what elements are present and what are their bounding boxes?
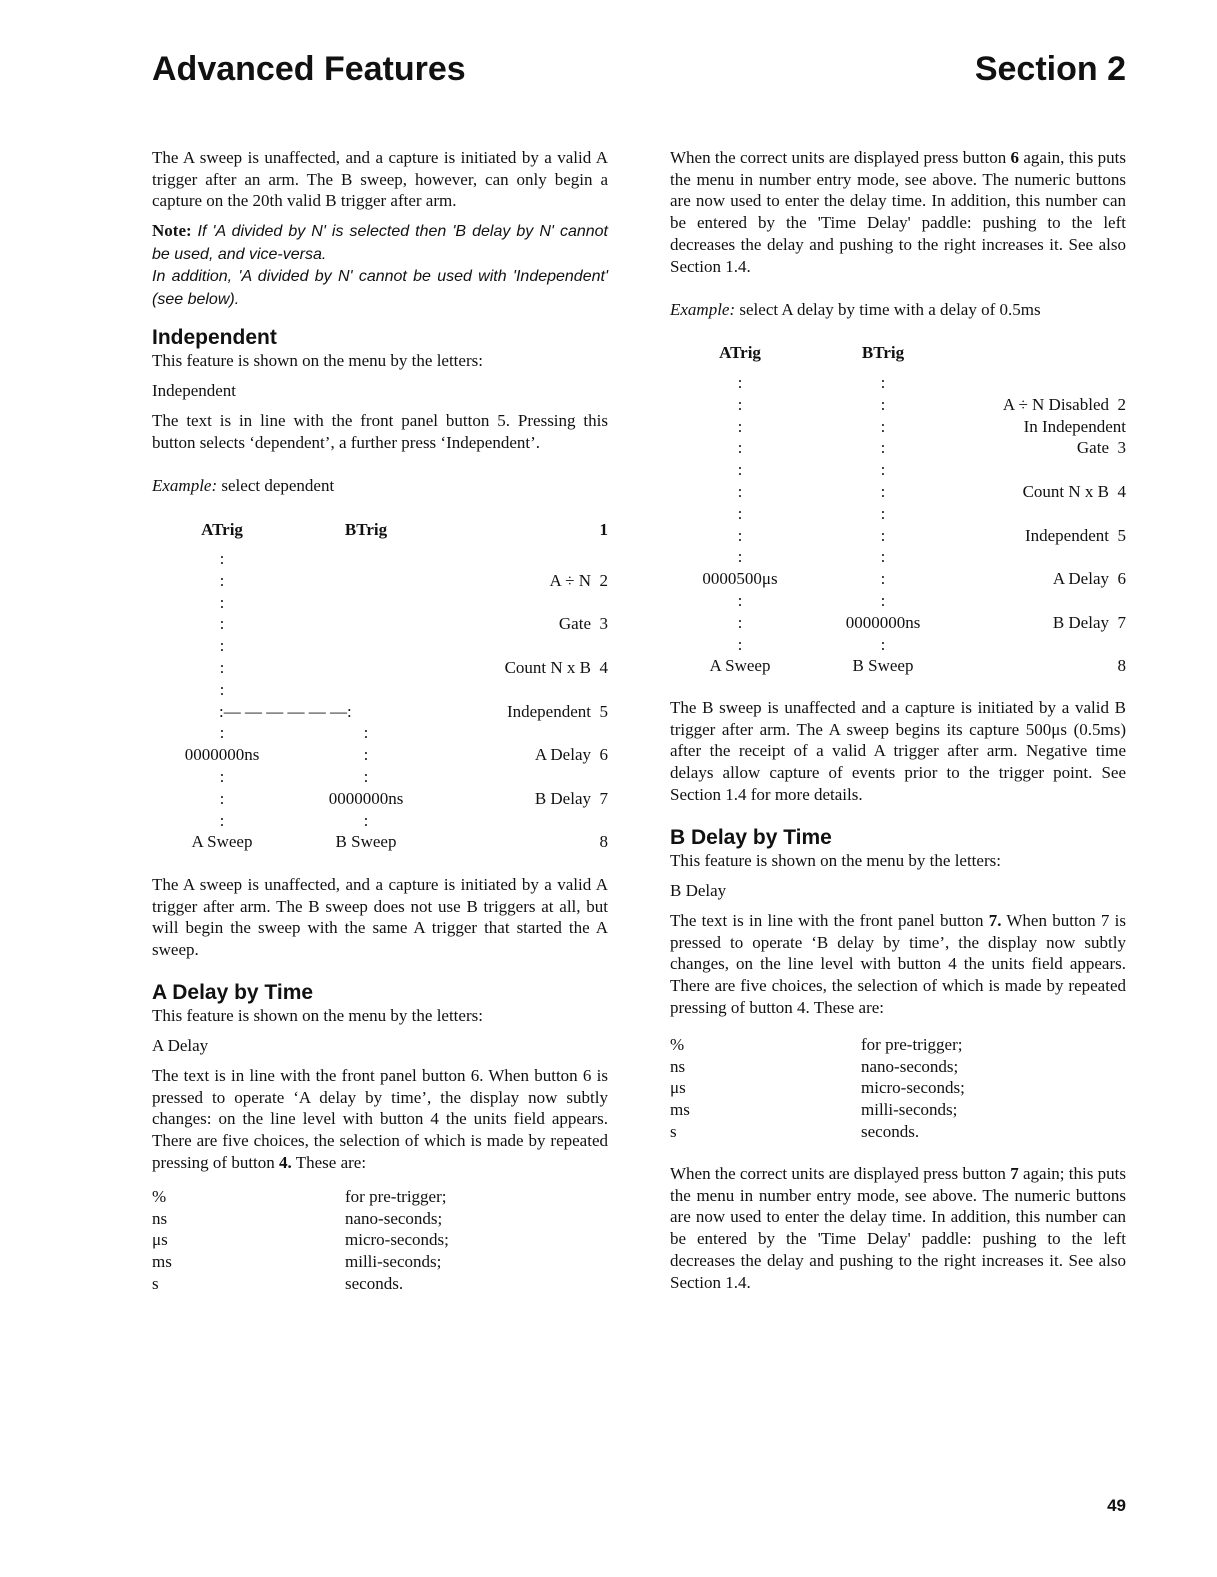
text-bold: 4. [279,1152,292,1172]
atrig-header: ATrig [719,343,761,362]
unit-symbol: ms [152,1252,172,1272]
menu-text: A Delay [152,1036,209,1055]
menu-label: Independent 5 [1024,525,1126,545]
unit-symbol: ms [670,1100,690,1120]
unit-row [152,1186,608,1208]
page-number: 49 [1107,1496,1126,1515]
unit-row [152,1251,608,1273]
menu-label: Gate 3 [1076,438,1126,458]
text: When the correct units are displayed press button [670,1164,1011,1183]
heading-a-delay: A Delay by Time [152,981,314,1004]
paragraph: The A sweep is unaffected, and a capture is initiated by a valid A trigger after an arm. The B sweep, however, can only begin a capture on the 20th valid B trigger after arm. [152,148,608,211]
a-column-cell: : [737,438,743,458]
menu-display-diagram [670,342,1126,682]
unit-symbol: s [670,1121,677,1141]
a-column-cell: : [737,525,743,545]
menu-label: Count N x B 4 [1022,482,1126,501]
menu-text: B Delay [670,881,727,900]
a-column-cell: : [219,767,225,786]
unit-row [670,1099,1126,1121]
units-list [670,1034,1126,1142]
example-text: select dependent [217,476,335,495]
unit-symbol: μs [152,1230,168,1250]
unit-row [152,1273,608,1295]
units-list [152,1186,608,1294]
unit-row [152,1208,608,1230]
b-column-cell: : [880,569,886,589]
b-column-cell: : [880,525,886,545]
text-bold: 7. [988,911,1002,930]
unit-row [670,1077,1126,1099]
a-column-cell: : [219,549,225,568]
b-column-cell: : [880,547,886,567]
a-column-cell: A Sweep [191,832,253,852]
unit-symbol: % [152,1187,167,1206]
menu-label: A ÷ N Disabled 2 [1002,394,1126,414]
unit-description: for pre-trigger; [345,1187,447,1206]
text: The text is in line with the front panel button [670,911,989,930]
menu-label: A ÷ N 2 [549,570,608,590]
paragraph: The text is in line with the front panel button 5. Pressing this button selects ‘dependent’, a further press ‘Independent’. [152,411,608,452]
unit-description: nano-seconds; [345,1208,443,1228]
a-column-cell: : [737,373,743,392]
menu-label: Count N x B 4 [504,658,608,677]
menu-label: 8 [1117,656,1126,676]
unit-row [670,1121,1126,1143]
b-column-cell: : [880,394,886,414]
paragraph [670,910,1126,1019]
menu-label: Independent 5 [506,701,608,721]
note [152,220,608,311]
b-column-cell: 0000000ns [328,788,404,808]
a-column-cell: : [219,723,225,743]
a-column-cell: : [219,679,225,699]
unit-description: seconds. [861,1121,920,1141]
a-column-cell: : [737,503,743,523]
a-column-cell: : [737,460,743,480]
b-column-cell: : [363,745,369,765]
menu-label: A Delay 6 [534,745,608,765]
b-column-cell: : [880,634,886,654]
b-column-cell: : [880,482,886,501]
a-column-cell: : [219,788,225,808]
b-column-cell: : [363,767,369,786]
a-column-cell: : [737,634,743,654]
menu-label: Gate 3 [558,614,608,634]
unit-symbol: s [152,1273,159,1293]
paragraph [670,147,1126,277]
example-label: Example: [670,300,736,319]
example-label: Example: [152,476,218,495]
text-bold: 7 [1010,1164,1019,1183]
b-column-cell: 0000000ns [845,612,921,632]
b-column-cell: : [363,723,369,743]
a-column-cell: : [737,547,743,567]
a-column-cell: : [737,591,743,610]
a-column-cell: 0000000ns [184,745,260,765]
heading-b-delay: B Delay by Time [670,826,832,849]
paragraph: This feature is shown on the menu by the letters: [152,351,483,370]
unit-row [152,1229,608,1251]
button-number: 1 [599,520,608,539]
paragraph: This feature is shown on the menu by the letters: [152,1006,483,1025]
heading-independent: Independent [152,326,277,349]
page-title: Advanced Features [152,50,466,88]
a-column-cell: : [219,810,225,830]
unit-description: micro-seconds; [861,1078,965,1098]
a-column-cell: 0000500μs [702,569,778,589]
a-column-cell: : [219,570,225,590]
a-column-cell: : [737,482,743,501]
a-column-cell: : [219,614,225,634]
b-column-cell: : [880,591,886,610]
unit-symbol: ns [670,1056,686,1076]
b-column-cell: : [880,438,886,458]
menu-display-diagram [152,519,608,859]
a-column-cell: : [219,658,225,677]
section-label: Section 2 [974,50,1126,88]
text: When button 7 is pressed to operate ‘B delay by time’, the display now subtly changes, on the line level with button 4 the units field appears. There are five choices, the selection of which is made by repeated pressing of button 4. These are: [670,911,1126,1017]
note-text: If 'A divided by N' is selected then 'B delay by N' cannot be used, and vice-versa. [152,223,609,263]
paragraph: The B sweep is unaffected and a capture is initiated by a valid B trigger after arm. The A sweep begins its capture 500μs (0.5ms) after the receipt of a valid A trigger after arm. Negative time delays allow capture of events prior to the trigger point. See Section 1.4 for more details. [670,698,1126,804]
a-column-cell: : [737,416,743,436]
a-column-cell: : [737,612,743,632]
menu-label: 8 [599,832,608,852]
paragraph [152,1065,608,1174]
unit-row [670,1034,1126,1056]
example-text: select A delay by time with a delay of 0.5ms [735,300,1041,319]
btrig-header: BTrig [861,343,905,362]
unit-description: nano-seconds; [861,1056,959,1076]
a-column-cell: :— — — — — —: [219,701,352,721]
unit-description: micro-seconds; [345,1230,449,1250]
b-column-cell: B Sweep [335,832,397,852]
btrig-header: BTrig [344,520,388,539]
a-column-cell: : [737,394,743,414]
menu-label: B Delay 7 [1052,612,1126,632]
unit-symbol: μs [670,1078,686,1098]
unit-description: for pre-trigger; [861,1035,963,1054]
example [152,475,608,497]
menu-text: Independent [152,381,237,400]
example [670,299,1126,321]
b-column-cell: : [880,460,886,480]
text: again; this puts the menu in number entry mode, see above. The numeric buttons are now used to enter the delay time. In addition, this number can be entered by the 'Time Delay' paddle: pushing to the left decreases the delay and pushing to the right increases it. See also Section 1.4. [670,1164,1126,1292]
a-column-cell: A Sweep [709,656,771,676]
unit-description: milli-seconds; [861,1100,958,1120]
unit-row [670,1056,1126,1078]
menu-label: A Delay 6 [1052,569,1126,589]
text: When the correct units are displayed press button [670,148,1011,167]
atrig-header: ATrig [201,520,243,539]
b-column-cell: : [880,416,886,436]
b-column-cell: : [880,373,886,392]
b-column-cell: B Sweep [852,656,914,676]
b-column-cell: : [363,810,369,830]
text: These are: [291,1152,367,1172]
text: again, this puts the menu in number entry mode, see above. The numeric buttons are now used to enter the delay time. In addition, this number can be entered by the 'Time Delay' paddle: pushing to the left decreases the delay and pushing to the right increases it. See also Section 1.4. [670,148,1126,276]
text-bold: 6 [1010,148,1020,167]
unit-description: seconds. [345,1273,404,1293]
unit-symbol: ns [152,1208,168,1228]
menu-label: In Independent [1023,416,1126,436]
b-column-cell: : [880,503,886,523]
paragraph [670,1163,1126,1293]
note-label: Note: [152,221,192,240]
unit-description: milli-seconds; [345,1252,442,1272]
unit-symbol: % [670,1035,685,1054]
a-column-cell: : [219,636,225,656]
text: The text is in line with the front panel button 6. When button 6 is pressed to operate ‘A delay by time’, the display now subtly changes: on the line level with button 4 the units field appears. There are five choices, the selection of which is made by repeated pressing of button [152,1066,608,1172]
menu-label: B Delay 7 [534,788,608,808]
paragraph: The A sweep is unaffected, and a capture is initiated by a valid A trigger after arm. The B sweep does not use B triggers at all, but will begin the sweep with the same A trigger that started the A sweep. [152,875,608,960]
note-text-2: In addition, 'A divided by N' cannot be used with 'Independent' (see below). [152,268,608,309]
a-column-cell: : [219,592,225,612]
paragraph: This feature is shown on the menu by the letters: [670,851,1001,870]
